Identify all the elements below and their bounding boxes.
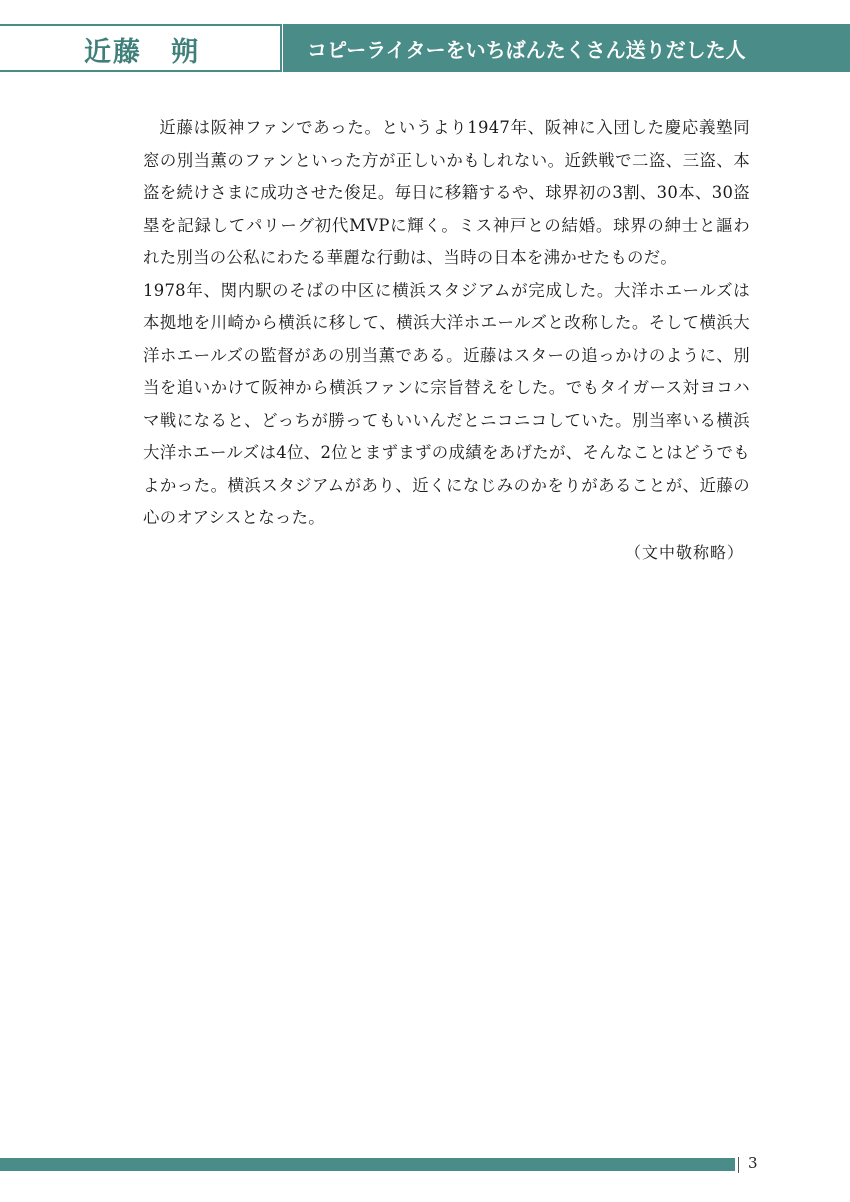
paragraph-2: 1978年、関内駅のそばの中区に横浜スタジアムが完成した。大洋ホエールズは本拠地を川崎から横浜に移して、横浜大洋ホエールズと改称した。そして横浜大洋ホエールズの監督があの別当薫である。近藤はスターの追っかけのように、別当を追いかけて阪神から横浜ファンに宗旨替えをした。でもタイガース対ヨコハマ戦になると、どっちが勝ってもいいんだとニコニコしていた。別当率いる横浜大洋ホエールズは4位、2位とまずまずの成績をあげたが、そんなことはどうでもよかった。横浜スタジアムがあり、近くになじみのかをりがあることが、近藤の心のオアシスとなった。 — [143, 280, 750, 527]
footer-bar — [0, 1158, 735, 1171]
honorific-note: （文中敬称略） — [624, 542, 744, 562]
section-title: コピーライターをいちばんたくさん送りだした人 — [307, 38, 746, 62]
article-body — [143, 112, 750, 567]
author-name: 近藤 朔 — [84, 37, 200, 68]
section-title-banner — [283, 24, 850, 72]
page-header — [0, 24, 850, 72]
paragraph-1: 近藤は阪神ファンであった。というより1947年、阪神に入団した慶応義塾同窓の別当薫のファンといった方が正しいかもしれない。近鉄戦で二盗、三盗、本盗を続けさまに成功させた俊足。毎日に移籍するや、球界初の3割、30本、30盗塁を記録してパリーグ初代MVPに輝く。ミス神戸との結婚。球界の紳士と謳われた別当の公私にわたる華麗な行動は、当時の日本を沸かせたものだ。 — [143, 118, 750, 267]
author-name-box — [0, 24, 282, 72]
footer-divider — [738, 1157, 739, 1173]
page-number: 3 — [748, 1154, 758, 1172]
